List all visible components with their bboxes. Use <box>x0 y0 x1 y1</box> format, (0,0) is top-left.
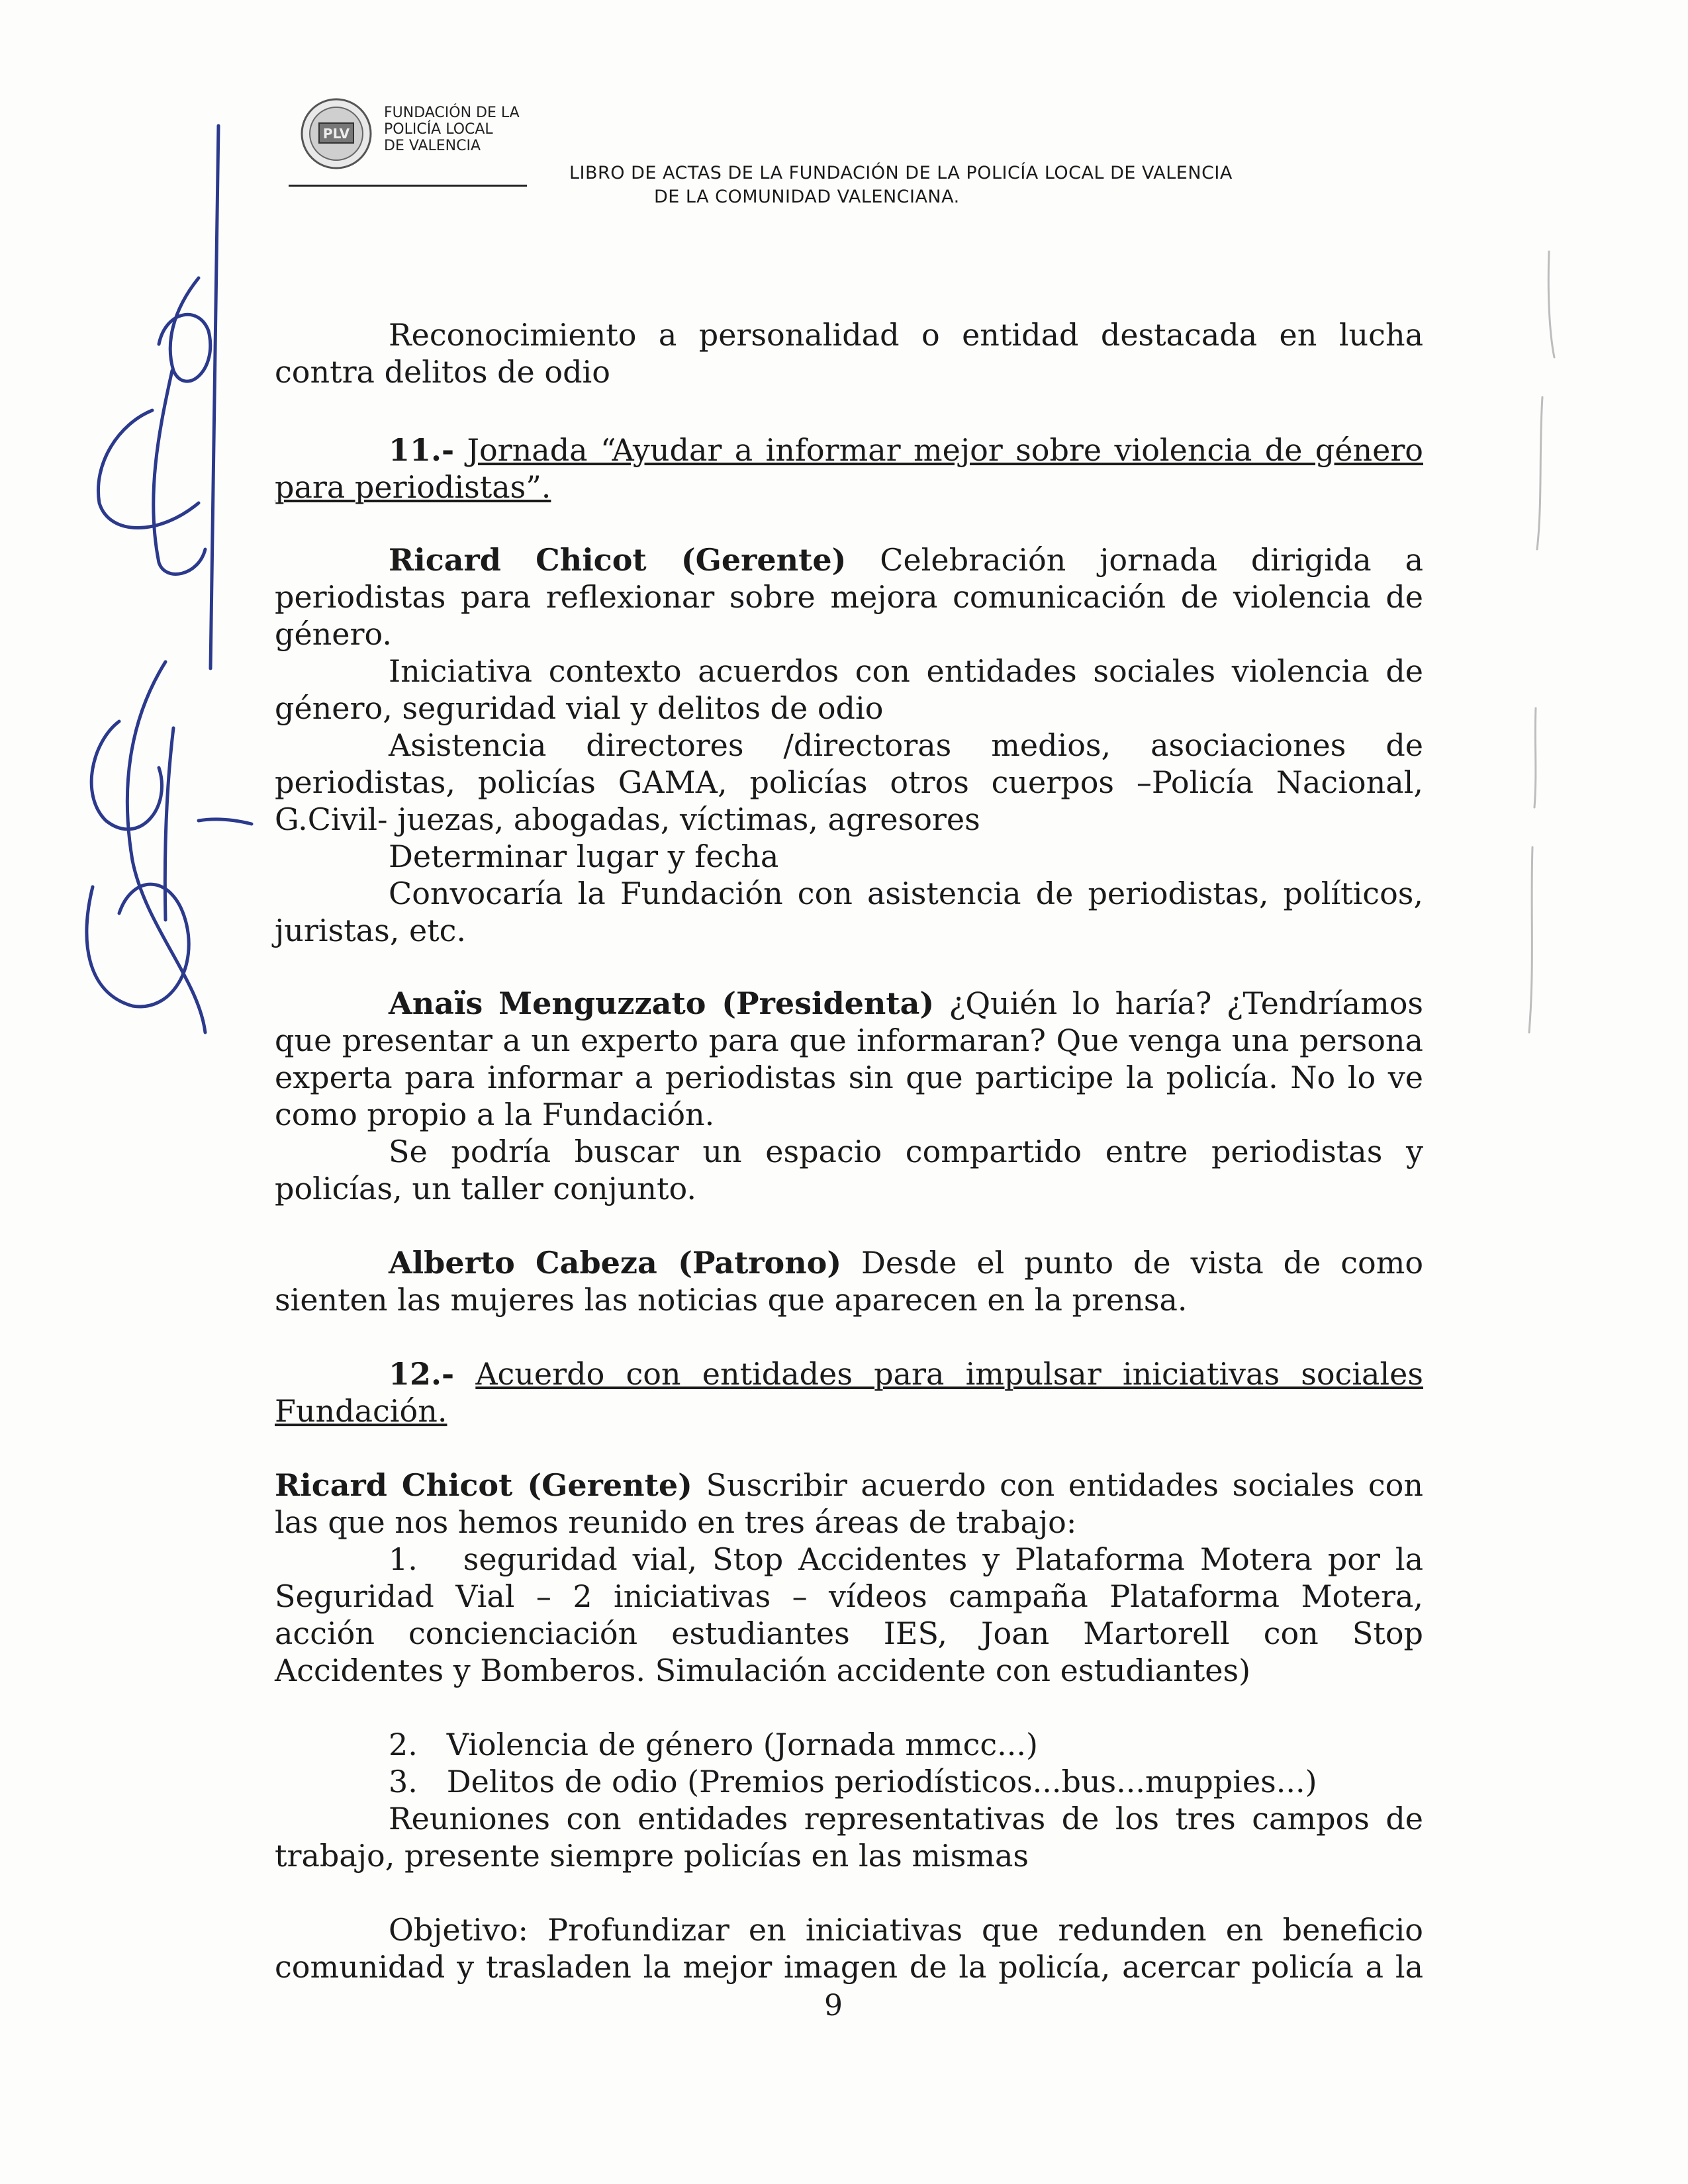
speaker-name: Ricard Chicot (Gerente) <box>275 1467 692 1503</box>
logo-text-line: DE VALENCIA <box>384 138 481 154</box>
speaker-text: Celebración jornada dirigida a periodistas para reflexionar sobre mejora comunicación de violencia de género. <box>275 542 1423 652</box>
signature-stroke <box>199 819 252 824</box>
paragraph: Iniciativa contexto acuerdos con entidades sociales violencia de género, seguridad vial y delitos de odio <box>275 653 1423 726</box>
signature-stroke <box>159 278 211 381</box>
faint-mark <box>1529 847 1532 1032</box>
faint-mark <box>1548 251 1554 357</box>
signature-stroke <box>165 728 173 920</box>
signature-stroke <box>98 410 199 528</box>
header-rule <box>289 185 527 187</box>
logo-text-line: FUNDACIÓN DE LA <box>384 105 520 121</box>
item-12-heading <box>275 1355 1423 1430</box>
list-text: Violencia de género (Jornada mmcc...) <box>446 1727 1038 1762</box>
signature-stroke <box>87 884 189 1007</box>
paragraph: Reconocimiento a personalidad o entidad destacada en lucha contra delitos de odio <box>275 317 1423 390</box>
speaker-name: Ricard Chicot (Gerente) <box>389 542 847 578</box>
list-number: 2. <box>389 1727 418 1762</box>
list-item <box>275 1541 1423 1689</box>
paragraph: Asistencia directores /directoras medios, asociaciones de periodistas, policías GAMA, policías otros cuerpos –Policía Nacional, G.Civil- juezas, abogadas, víctimas, agresores <box>275 727 1423 837</box>
speaker-paragraph <box>275 1244 1423 1318</box>
logo-text-line: POLICÍA LOCAL <box>384 121 493 138</box>
faint-mark <box>1534 708 1536 807</box>
list-number: 1. <box>389 1541 418 1577</box>
item-number: 11.- <box>389 432 455 468</box>
faint-mark <box>1537 397 1542 549</box>
speaker-paragraph <box>275 1467 1423 1541</box>
list-text: Delitos de odio (Premios periodísticos...bus...muppies...) <box>446 1764 1317 1799</box>
paragraph: Convocaría la Fundación con asistencia de periodistas, políticos, juristas, etc. <box>275 876 1423 948</box>
header-title-line: LIBRO DE ACTAS DE LA FUNDACIÓN DE LA POLICÍA LOCAL DE VALENCIA <box>569 163 1233 183</box>
speaker-text: Desde el punto de vista de como sienten las mujeres las noticias que aparecen en la prensa. <box>275 1245 1424 1318</box>
signature-stroke <box>211 126 218 668</box>
signature-stroke <box>127 662 205 1032</box>
paragraph: Determinar lugar y fecha <box>389 839 779 874</box>
foundation-seal-logo <box>297 93 389 185</box>
paragraph: Se podría buscar un espacio compartido entre periodistas y policías, un taller conjunto. <box>275 1134 1423 1206</box>
item-title: Acuerdo con entidades para impulsar iniciativas sociales Fundación. <box>275 1356 1423 1429</box>
signature-stroke <box>154 371 205 574</box>
page-number: 9 <box>824 1989 843 2023</box>
speaker-text: Suscribir acuerdo con entidades sociales con las que nos hemos reunido en tres áreas de trabajo: <box>275 1467 1423 1540</box>
header-title <box>569 161 1233 209</box>
list-text: seguridad vial, Stop Accidentes y Plataforma Motera por la Seguridad Vial – 2 iniciativas – vídeos campaña Plataforma Motera, acción concienciación estudiantes IES, Joan Martorell con Stop Accidentes y Bomberos. Simulación accidente con estudiantes) <box>275 1541 1423 1688</box>
logo-text <box>384 105 520 154</box>
list-item <box>275 1726 1423 1763</box>
signature-stroke <box>91 721 162 829</box>
item-title: Jornada “Ayudar a informar mejor sobre violencia de género para periodistas”. <box>275 432 1423 505</box>
header-title-line: DE LA COMUNIDAD VALENCIANA. <box>654 187 960 207</box>
speaker-name: Alberto Cabeza (Patrono) <box>389 1245 842 1281</box>
list-item <box>275 1763 1423 1800</box>
speaker-text: ¿Quién lo haría? ¿Tendríamos que presentar a un experto para que informaran? Que venga una persona experta para informar a periodistas sin que participe la policía. No lo ve como propio a la Fundación. <box>275 985 1424 1132</box>
speaker-name: Anaïs Menguzzato (Presidenta) <box>389 985 935 1021</box>
logo-badge-text: PLV <box>322 126 350 142</box>
paragraph: Objetivo: Profundizar en iniciativas que redunden en beneficio comunidad y trasladen la mejor imagen de la policía, acercar policía a la <box>275 1912 1423 1985</box>
speaker-paragraph <box>275 541 1423 653</box>
paragraph: Reuniones con entidades representativas de los tres campos de trabajo, presente siempre policías en las mismas <box>275 1801 1423 1874</box>
item-number: 12.- <box>389 1356 455 1392</box>
list-number: 3. <box>389 1764 418 1799</box>
speaker-paragraph <box>275 985 1423 1133</box>
item-11-heading <box>275 432 1423 506</box>
